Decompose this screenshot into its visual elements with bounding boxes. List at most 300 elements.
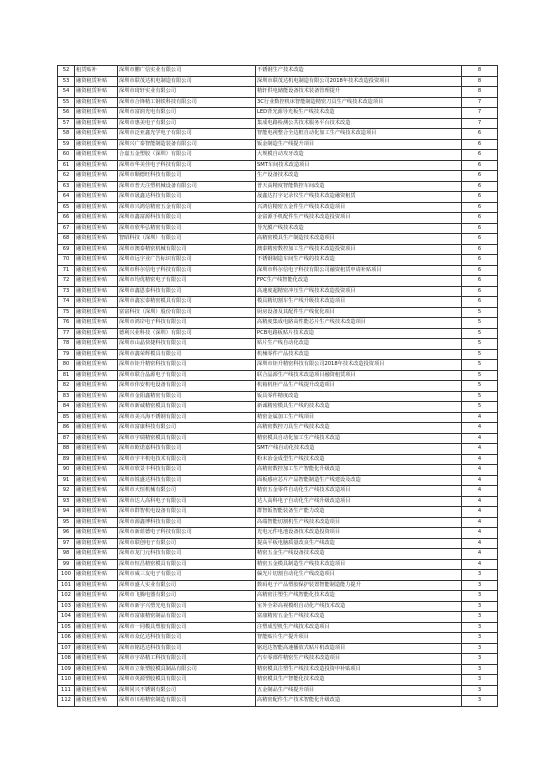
row-number: 103 (58, 601, 75, 612)
funding-type: 融资租赁补贴 (75, 528, 118, 539)
table-row (58, 391, 498, 402)
company-name: 深圳市兴鸿信精密五金有限公司 (118, 202, 256, 213)
funding-type: 融资租赁补贴 (75, 349, 118, 360)
funding-type: 融资租赁补贴 (75, 580, 118, 591)
project-name: 高精密数控加工生产智能化升级改造 (256, 465, 462, 476)
row-number: 110 (58, 675, 75, 686)
table-row (58, 549, 498, 560)
row-number: 62 (58, 171, 75, 182)
table-row (58, 87, 498, 98)
row-number: 97 (58, 538, 75, 549)
score: 8 (462, 76, 498, 87)
project-name: 普天高精度智能数控车间改造 (256, 181, 462, 192)
funding-type: 融资租赁补贴 (75, 213, 118, 224)
project-name: 不锈钢生产技术改造 (256, 66, 462, 77)
company-name: 深圳市立象塑胶模具制品有限公司 (118, 664, 256, 675)
funding-type: 融资租赁补贴 (75, 360, 118, 371)
row-number: 61 (58, 160, 75, 171)
project-name: 高精密注塑生产线智能化技术改造 (256, 591, 462, 602)
project-name: PCB电路板贴片技术改造 (256, 328, 462, 339)
company-name: 深圳同兴不锈钢有限公司 (118, 685, 256, 696)
project-name: 高速度超精密冲压生产线技术改造投资项目 (256, 286, 462, 297)
company-name: 深圳市欧诺嘉科技有限公司 (118, 444, 256, 455)
project-name: 厨房设备及其配件生产线优化项目 (256, 307, 462, 318)
score: 6 (462, 265, 498, 276)
table-row (58, 423, 498, 434)
funding-type: 融资租赁补贴 (75, 549, 118, 560)
row-number: 68 (58, 234, 75, 245)
funding-type: 融资租赁补贴 (75, 192, 118, 203)
funding-type: 融资租赁补贴 (75, 391, 118, 402)
project-name: 集成电路检测公共技术服务平台技术改造 (256, 118, 462, 129)
project-name: 富康精密五金生产线技术改造 (256, 612, 462, 623)
project-name: 高精度集成电路高性能芯片生产线技术改造项目 (256, 318, 462, 329)
funding-type: 融资租赁补贴 (75, 118, 118, 129)
funding-type: 融资租赁补贴 (75, 538, 118, 549)
row-number: 53 (58, 76, 75, 87)
funding-table (57, 65, 498, 707)
row-number: 71 (58, 265, 75, 276)
funding-type: 融资租赁补贴 (75, 601, 118, 612)
company-name: 深圳市科尔信电子科技有限公司 (118, 265, 256, 276)
project-name: 粉末冶金成型生产线技术改造 (256, 454, 462, 465)
funding-type: 融资租赁补贴 (75, 412, 118, 423)
score: 3 (462, 580, 498, 591)
company-name: 深圳市盛人实业有限公司 (118, 580, 256, 591)
row-number: 76 (58, 318, 75, 329)
row-number: 74 (58, 297, 75, 308)
table-row (58, 286, 498, 297)
project-name: SMT车间技术改造项目 (256, 160, 462, 171)
table-row (58, 66, 498, 77)
row-number: 95 (58, 517, 75, 528)
project-name: 机械零件产品技术改造 (256, 349, 462, 360)
table-row (58, 349, 498, 360)
company-name: 深圳市恒昌精密模具有限公司 (118, 559, 256, 570)
score: 6 (462, 202, 498, 213)
funding-type: 融资租赁补贴 (75, 444, 118, 455)
row-number: 80 (58, 360, 75, 371)
company-name: 深圳市新宇兴塑光电有限公司 (118, 601, 256, 612)
table-row (58, 381, 498, 392)
company-name: 深圳市欣景丰科技有限公司 (118, 465, 256, 476)
company-name: 深圳市一同模具塑胶有限公司 (118, 622, 256, 633)
row-number: 66 (58, 213, 75, 224)
table-row (58, 643, 498, 654)
company-name: 深圳市新蓝德电子科技有限公司 (118, 528, 256, 539)
funding-type: 融资租赁补贴 (75, 297, 118, 308)
company-name: 深圳市钜升精密科技有限公司 (118, 360, 256, 371)
row-number: 107 (58, 643, 75, 654)
score: 4 (462, 444, 498, 455)
table-row (58, 454, 498, 465)
table-row (58, 255, 498, 266)
project-name: 精密模具自动化加工生产线技术改造 (256, 433, 462, 444)
project-name: 精密五金零件自动化生产线技术改造项目 (256, 486, 462, 497)
table-row (58, 192, 498, 203)
table-row (58, 559, 498, 570)
score: 8 (462, 87, 498, 98)
table-row (58, 360, 498, 371)
row-number: 82 (58, 381, 75, 392)
table-row (58, 570, 498, 581)
score: 6 (462, 160, 498, 171)
project-name: 汽车零部件精密生产线技术改造项目 (256, 654, 462, 665)
score: 4 (462, 507, 498, 518)
company-name: 深圳市金阳鑫精密有限公司 (118, 391, 256, 402)
funding-type: 融资租赁补贴 (75, 643, 118, 654)
table-row (58, 507, 498, 518)
row-number: 59 (58, 139, 75, 150)
row-number: 104 (58, 612, 75, 623)
score: 8 (462, 66, 498, 77)
company-name: 深圳市富康科技有限公司 (118, 423, 256, 434)
funding-type: 融资租赁补贴 (75, 76, 118, 87)
company-name: 深圳市澳泰精密机械有限公司 (118, 244, 256, 255)
funding-type: 融资租赁补贴 (75, 685, 118, 696)
row-number: 101 (58, 580, 75, 591)
project-name: 精轩供电储能设备技术装备管理提升 (256, 87, 462, 98)
score: 6 (462, 297, 498, 308)
table-row (58, 129, 498, 140)
funding-type: 融资租赁补贴 (75, 129, 118, 140)
table-row (58, 223, 498, 234)
table-row (58, 675, 498, 686)
row-number: 63 (58, 181, 75, 192)
table-row (58, 244, 498, 255)
funding-type: 融资租赁补贴 (75, 496, 118, 507)
score: 5 (462, 339, 498, 350)
project-name: 注塑成型机生产线技术改造项目 (256, 622, 462, 633)
company-name: 深圳市联合晶源电子有限公司 (118, 370, 256, 381)
project-name: 钣金制造生产线提升项目 (256, 139, 462, 150)
company-name: 深圳市华美佳电子科技有限公司 (118, 160, 256, 171)
funding-type: 租赁贴补 (75, 66, 118, 77)
table-row (58, 297, 498, 308)
project-name: 导光膜产线技术改造 (256, 223, 462, 234)
funding-type: 融资租赁补贴 (75, 255, 118, 266)
table-row (58, 475, 498, 486)
project-name: 模具精切割车生产线升级技术改造项目 (256, 297, 462, 308)
company-name: 深圳市铭迅达科技有限公司 (118, 643, 256, 654)
score: 5 (462, 328, 498, 339)
project-name: 精密模具生产智能化技术改造 (256, 675, 462, 686)
company-name: 深圳市飞腾电器有限公司 (118, 591, 256, 602)
row-number: 79 (58, 349, 75, 360)
project-name: 兴鸿信精密五金件生产线技术改造项目 (256, 202, 462, 213)
project-name: 高端智能切割机生产线技术改造项目 (256, 517, 462, 528)
score: 5 (462, 381, 498, 392)
funding-type: 融资租赁补贴 (75, 318, 118, 329)
row-number: 65 (58, 202, 75, 213)
company-name: 深圳市联创电子有限公司 (118, 538, 256, 549)
funding-type: 融资租赁补贴 (75, 423, 118, 434)
funding-type: 融资租赁补贴 (75, 517, 118, 528)
company-name: 深圳市英源塑胶模具有限公司 (118, 675, 256, 686)
row-number: 98 (58, 549, 75, 560)
row-number: 54 (58, 87, 75, 98)
company-name: 深圳市源鑫博科技有限公司 (118, 517, 256, 528)
score: 6 (462, 223, 498, 234)
score: 3 (462, 622, 498, 633)
company-name: 深圳市富康精密制品有限公司 (118, 612, 256, 623)
company-name: 深圳市鑫宏泰精密模具有限公司 (118, 297, 256, 308)
funding-type: 融资租赁补贴 (75, 475, 118, 486)
funding-type: 融资租赁补贴 (75, 328, 118, 339)
table-row (58, 633, 498, 644)
project-name: 3C行业数控机床智能制造精密刀具生产线技术改造项目 (256, 97, 462, 108)
funding-type: 融资租赁补贴 (75, 171, 118, 182)
table-row (58, 685, 498, 696)
company-name: 富富科技（深圳）股份有限公司 (118, 307, 256, 318)
project-name: 智能贴片生产提升项目 (256, 633, 462, 644)
score: 3 (462, 664, 498, 675)
funding-type: 融资租赁补贴 (75, 654, 118, 665)
company-name: 深圳市山晶快捷科技有限公司 (118, 339, 256, 350)
project-name: 精密模具注塑生产线技术改造投资申补贴项目 (256, 664, 462, 675)
score: 4 (462, 423, 498, 434)
funding-type: 融资租赁补贴 (75, 402, 118, 413)
funding-type: 融资租赁补贴 (75, 465, 118, 476)
company-name: 深圳市联茂达机电制造有限公司 (118, 76, 256, 87)
funding-type: 融资租赁补贴 (75, 286, 118, 297)
score: 6 (462, 213, 498, 224)
score: 6 (462, 234, 498, 245)
company-name: 深圳市新诚精密模具有限公司 (118, 402, 256, 413)
score: 4 (462, 559, 498, 570)
table-row (58, 433, 498, 444)
score: 6 (462, 181, 498, 192)
company-name: 深圳市均优精密电子有限公司 (118, 276, 256, 287)
company-name: 深圳市晟鑫达科技有限公司 (118, 192, 256, 203)
company-name: 深圳市富润光电有限公司 (118, 108, 256, 119)
company-name: 深圳市美兴海不锈钢有限公司 (118, 412, 256, 423)
row-number: 102 (58, 591, 75, 602)
score: 5 (462, 402, 498, 413)
table-row (58, 528, 498, 539)
row-number: 89 (58, 454, 75, 465)
row-number: 86 (58, 423, 75, 434)
funding-type: 融资租赁补贴 (75, 244, 118, 255)
project-name: FPC生产线智能化改造 (256, 276, 462, 287)
project-name: 联合晶源生产线技术改造项目融资租赁项目 (256, 370, 462, 381)
score: 7 (462, 118, 498, 129)
funding-type: 融资租赁补贴 (75, 223, 118, 234)
funding-type: 融资租赁补贴 (75, 339, 118, 350)
project-name: 深圳市科尔信电子科技有限公司融资租赁申请补贴项目 (256, 265, 462, 276)
score: 7 (462, 108, 498, 119)
row-number: 96 (58, 528, 75, 539)
table-row (58, 181, 498, 192)
score: 5 (462, 360, 498, 371)
score: 6 (462, 286, 498, 297)
score: 4 (462, 538, 498, 549)
company-name: 深圳市鸿岸电子科技有限公司 (118, 318, 256, 329)
table-row (58, 139, 498, 150)
table-row (58, 664, 498, 675)
funding-type: 融资租赁补贴 (75, 381, 118, 392)
project-name: 达人高科电子自动化生产线升级改造项目 (256, 496, 462, 507)
table-row (58, 171, 498, 182)
project-name: LED背光源导光板生产线技术改造 (256, 108, 462, 119)
project-name: 生产设备技术改造 (256, 171, 462, 182)
table-row (58, 696, 498, 707)
funding-type: 融资租赁补贴 (75, 265, 118, 276)
row-number: 84 (58, 402, 75, 413)
row-number: 94 (58, 507, 75, 518)
score: 6 (462, 276, 498, 287)
row-number: 75 (58, 307, 75, 318)
row-number: 90 (58, 465, 75, 476)
score: 5 (462, 391, 498, 402)
funding-type: 融资租赁补贴 (75, 486, 118, 497)
company-name: 深圳市伟安机电设备有限公司 (118, 381, 256, 392)
company-name: 深圳市川裕精密制造有限公司 (118, 696, 256, 707)
project-name: 智能电视整合全边框自动化加工生产线技术改造项目 (256, 129, 462, 140)
company-name: 深圳市鑫荣辉模具有限公司 (118, 349, 256, 360)
project-name: 大规模自动攻牙改造 (256, 150, 462, 161)
row-number: 85 (58, 412, 75, 423)
project-name: 高精密配件生产技术智能化升级改造 (256, 696, 462, 707)
score: 3 (462, 591, 498, 602)
table-row (58, 150, 498, 161)
row-number: 109 (58, 664, 75, 675)
table-row (58, 339, 498, 350)
score: 3 (462, 654, 498, 665)
score: 4 (462, 486, 498, 497)
row-number: 58 (58, 129, 75, 140)
table-row (58, 97, 498, 108)
company-name: 深圳市群智机电设备有限公司 (118, 507, 256, 518)
row-number: 56 (58, 108, 75, 119)
project-name: 钣具零件精度改造 (256, 391, 462, 402)
score: 5 (462, 370, 498, 381)
project-name: 贴片生产线自动化改造 (256, 339, 462, 350)
row-number: 99 (58, 559, 75, 570)
score: 5 (462, 307, 498, 318)
company-name: 深圳市顺德旺科技有限公司 (118, 171, 256, 182)
company-name: 合嘉五金塑胶（深圳）有限公司 (118, 150, 256, 161)
score: 4 (462, 412, 498, 423)
score: 4 (462, 465, 498, 476)
funding-type: 融资租赁补贴 (75, 97, 118, 108)
project-name: 深圳市钜升精密科技有限公司2018年技术改造投资项目 (256, 360, 462, 371)
row-number: 78 (58, 339, 75, 350)
company-name: 深圳市龙门元科技有限公司 (118, 549, 256, 560)
row-number: 105 (58, 622, 75, 633)
company-name: 深圳市威三友电子有限公司 (118, 570, 256, 581)
row-number: 52 (58, 66, 75, 77)
company-name: 深圳市宇昂精工科技有限公司 (118, 654, 256, 665)
score: 4 (462, 475, 498, 486)
row-number: 57 (58, 118, 75, 129)
row-number: 91 (58, 475, 75, 486)
funding-type: 融资租赁补贴 (75, 160, 118, 171)
score: 4 (462, 517, 498, 528)
company-name: 深圳市远宇业广告标识有限公司 (118, 255, 256, 266)
project-name: 机箱机柜产品生产线提升改造项目 (256, 381, 462, 392)
funding-type: 融资租赁补贴 (75, 181, 118, 192)
project-name: 提高平板电脑质量改良生产线改造 (256, 538, 462, 549)
funding-type: 融资租赁补贴 (75, 612, 118, 623)
row-number: 111 (58, 685, 75, 696)
row-number: 93 (58, 496, 75, 507)
table-row (58, 580, 498, 591)
company-name: 深圳市惠美电子有限公司 (118, 118, 256, 129)
funding-type: 融资租赁补贴 (75, 139, 118, 150)
row-number: 112 (58, 696, 75, 707)
score: 6 (462, 150, 498, 161)
row-number: 77 (58, 328, 75, 339)
company-name: 深圳市众亿达科技有限公司 (118, 633, 256, 644)
score: 6 (462, 192, 498, 203)
funding-type: 融资租赁补贴 (75, 108, 118, 119)
project-name: 室外全彩高视模组自动化产线技术改造 (256, 601, 462, 612)
company-name: 深圳市普天注塑机械设备有限公司 (118, 181, 256, 192)
table-row (58, 444, 498, 455)
project-name: 五金制品生产线提升项目 (256, 685, 462, 696)
project-name: SMT产线自动化技术改造 (256, 444, 462, 455)
company-name: 深圳市锐盛达科技有限公司 (118, 475, 256, 486)
company-name: 深圳市琦轩实业有限公司 (118, 87, 256, 98)
company-name: 深圳兴广泰智能制造装备有限公司 (118, 139, 256, 150)
company-name: 智昭科技（深圳）有限公司 (118, 234, 256, 245)
project-name: 群智钣智能装备生产能力改造 (256, 507, 462, 518)
funding-type: 融资租赁补贴 (75, 202, 118, 213)
table-row (58, 213, 498, 224)
score: 3 (462, 570, 498, 581)
score: 3 (462, 685, 498, 696)
project-name: 澳泰精密数控加工生产线技术改造投资项目 (256, 244, 462, 255)
funding-type: 融资租赁补贴 (75, 150, 118, 161)
table-row (58, 328, 498, 339)
table-row (58, 486, 498, 497)
funding-type: 融资租赁补贴 (75, 591, 118, 602)
score: 3 (462, 675, 498, 686)
funding-type: 融资租赁补贴 (75, 559, 118, 570)
score: 4 (462, 528, 498, 539)
company-name: 深圳市合锋精工钢铁科技有限公司 (118, 97, 256, 108)
project-name: 偏光片切割自动化生产线改造项目 (256, 570, 462, 581)
table-row (58, 612, 498, 623)
score: 5 (462, 349, 498, 360)
funding-type: 融资租赁补贴 (75, 696, 118, 707)
funding-list-sheet (57, 65, 497, 707)
table-row (58, 118, 498, 129)
table-row (58, 276, 498, 287)
project-name: 深圳市联茂达机电制造有限公司2018年技术改造投资项目 (256, 76, 462, 87)
score: 5 (462, 318, 498, 329)
table-row (58, 622, 498, 633)
row-number: 73 (58, 286, 75, 297)
score: 3 (462, 696, 498, 707)
table-row (58, 108, 498, 119)
table-row (58, 370, 498, 381)
table-row (58, 402, 498, 413)
score: 3 (462, 643, 498, 654)
table-row (58, 517, 498, 528)
row-number: 106 (58, 633, 75, 644)
row-number: 108 (58, 654, 75, 665)
table-row (58, 265, 498, 276)
score: 3 (462, 601, 498, 612)
company-name: 深圳市欣华弘精密有限公司 (118, 223, 256, 234)
table-row (58, 318, 498, 329)
score: 6 (462, 129, 498, 140)
row-number: 88 (58, 444, 75, 455)
funding-type: 融资租赁补贴 (75, 675, 118, 686)
table-row (58, 538, 498, 549)
